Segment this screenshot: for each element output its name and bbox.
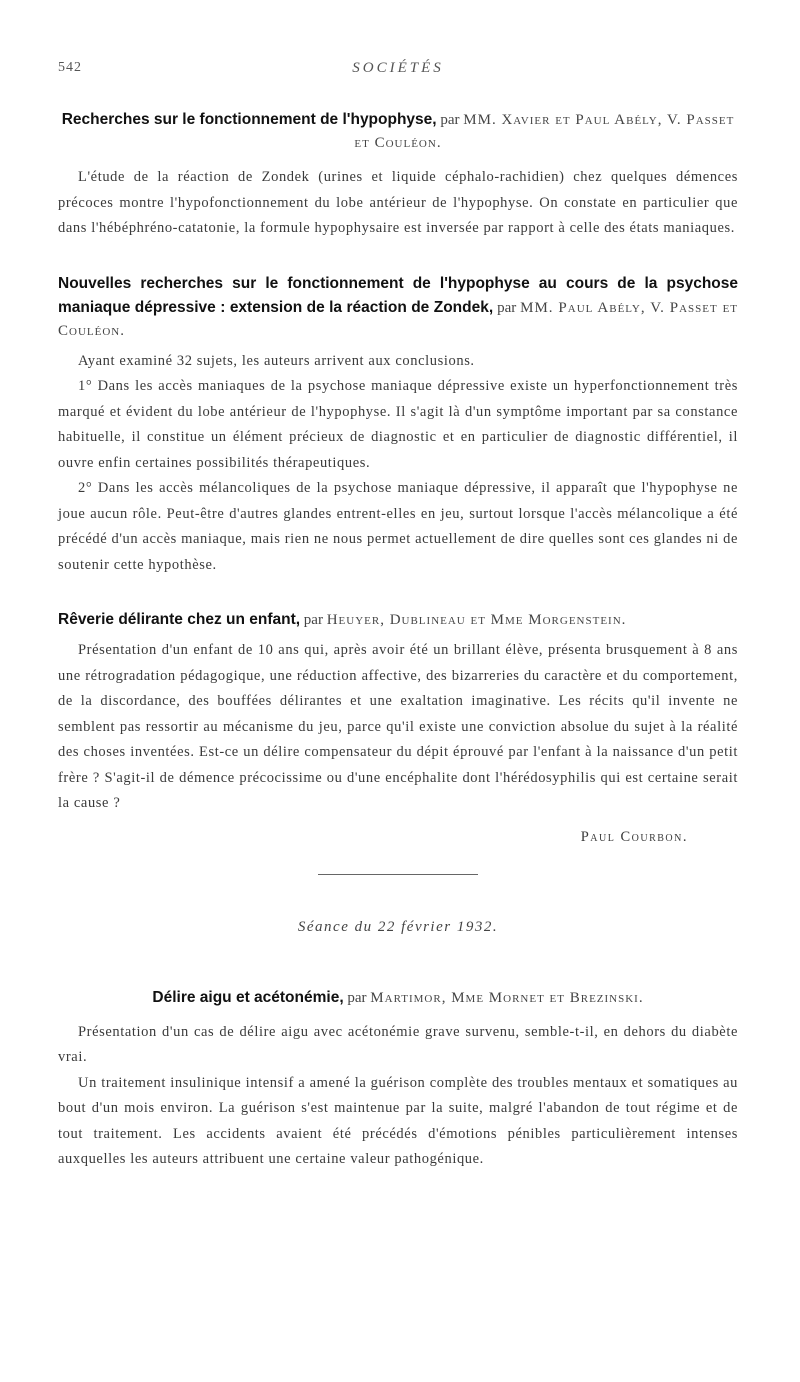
entry-title: Délire aigu et acétonémie, — [152, 988, 344, 1006]
entry-paragraph: 1° Dans les accès maniaques de la psychose maniaque dépressive existe un hyperfonctionnement très marqué et évident du lobe antérieur de l'hypophyse. Il s'agit là d'un symptôme important par sa constance habituelle, il constitue un élément précieux de diagnostic et en particulier de diagnostic différentiel, il ouvre enfin certaines possibilités thérapeutiques. — [58, 378, 738, 471]
entry-paragraph: Ayant examiné 32 sujets, les auteurs arrivent aux conclusions. — [78, 352, 475, 369]
signature: Paul Courbon. — [580, 828, 688, 845]
entry-heading — [58, 272, 738, 343]
entry-by: par — [497, 299, 517, 316]
entry-heading — [58, 986, 738, 1010]
entry-by: par — [347, 989, 367, 1006]
entry-title: Recherches sur le fonctionnement de l'hypophyse, — [61, 111, 437, 128]
entry-by: par — [303, 612, 323, 628]
entry-authors: Martimor, Mme Mornet et Brezinski. — [370, 989, 644, 1006]
entry-paragraph: L'étude de la réaction de Zondek (urines et liquide céphalo-rachidien) chez quelques démences précoces montre l'hypofonctionnement du lobe antérieur de l'hypophyse. On constate en particulier que dans l'hébéphréno-catatonie, la formule hypophysaire est inversée par rapport à celle des états maniaques. — [58, 169, 738, 236]
entry-title: Nouvelles recherches sur le fonctionnement de l'hypophyse au cours de la psychose maniaque dépressive : extension de la réaction de Zondek, — [58, 274, 738, 316]
section-divider — [318, 874, 478, 875]
report-entry — [58, 272, 738, 579]
entry-authors: MM. Paul Abély, V. Passet et Couléon. — [58, 299, 739, 339]
entry-by: par — [440, 112, 460, 128]
report-entry — [58, 108, 738, 242]
running-title: SOCIÉTÉS — [352, 60, 444, 76]
entry-paragraph: Présentation d'un cas de délire aigu avec acétonémie grave survenu, semble-t-il, en dehors du diabète vrai. — [58, 1023, 738, 1065]
entry-authors: MM. Xavier et Paul Abély, V. Passet et Couléon. — [354, 112, 735, 151]
report-entry — [58, 986, 738, 1173]
entry-heading — [58, 608, 738, 632]
session-heading: Séance du 22 février 1932. — [297, 918, 499, 935]
entry-paragraph: Un traitement insulinique intensif a amené la guérison complète des troubles mentaux et somatiques au bout d'un mois environ. La guérison s'est maintenue par la suite, malgré l'abandon de tout régime et de tout traitement. Les accidents avaient été précédés d'émotions pénibles particulièrement intenses auxquelles les auteurs attribuent une certaine valeur pathogénique. — [58, 1074, 738, 1167]
entry-paragraph: Présentation d'un enfant de 10 ans qui, après avoir été un brillant élève, présenta brusquement à 8 ans une rétrogradation pédagogique, une réduction affective, des bizarreries du caractère et du comportement, de la discordance, des bouffées délirantes et une exaltation imaginative. Les récits qu'il invente ne semblent pas ressortir au mécanisme du jeu, parce qu'il existe une conviction absolue du sujet à la réalité des choses inventées. Est-ce un délire compensateur du dépit éprouvé par l'enfant à la naissance d'un petit frère ? S'agit-il de démence précocissime ou d'une encéphalite dont l'hérédosyphilis qui est certaine serait la cause ? — [58, 642, 738, 811]
report-entry — [58, 608, 738, 846]
entry-title: Rêverie délirante chez un enfant, — [58, 611, 301, 628]
entry-paragraph: 2° Dans les accès mélancoliques de la psychose maniaque dépressive, il apparaît que l'hypophyse ne joue aucun rôle. Peut-être d'autres glandes entrent-elles en jeu, surtout lorsque l'accès mélancolique a été précédé d'un accès maniaque, mais rien ne nous permet actuellement de dire quelles sont ces glandes ni de soutenir cette hypothèse. — [58, 480, 739, 573]
running-header — [58, 60, 738, 86]
entry-heading — [58, 108, 738, 155]
page-number: 542 — [58, 60, 82, 75]
entry-authors: Heuyer, Dublineau et Mme Morgenstein. — [326, 612, 627, 628]
